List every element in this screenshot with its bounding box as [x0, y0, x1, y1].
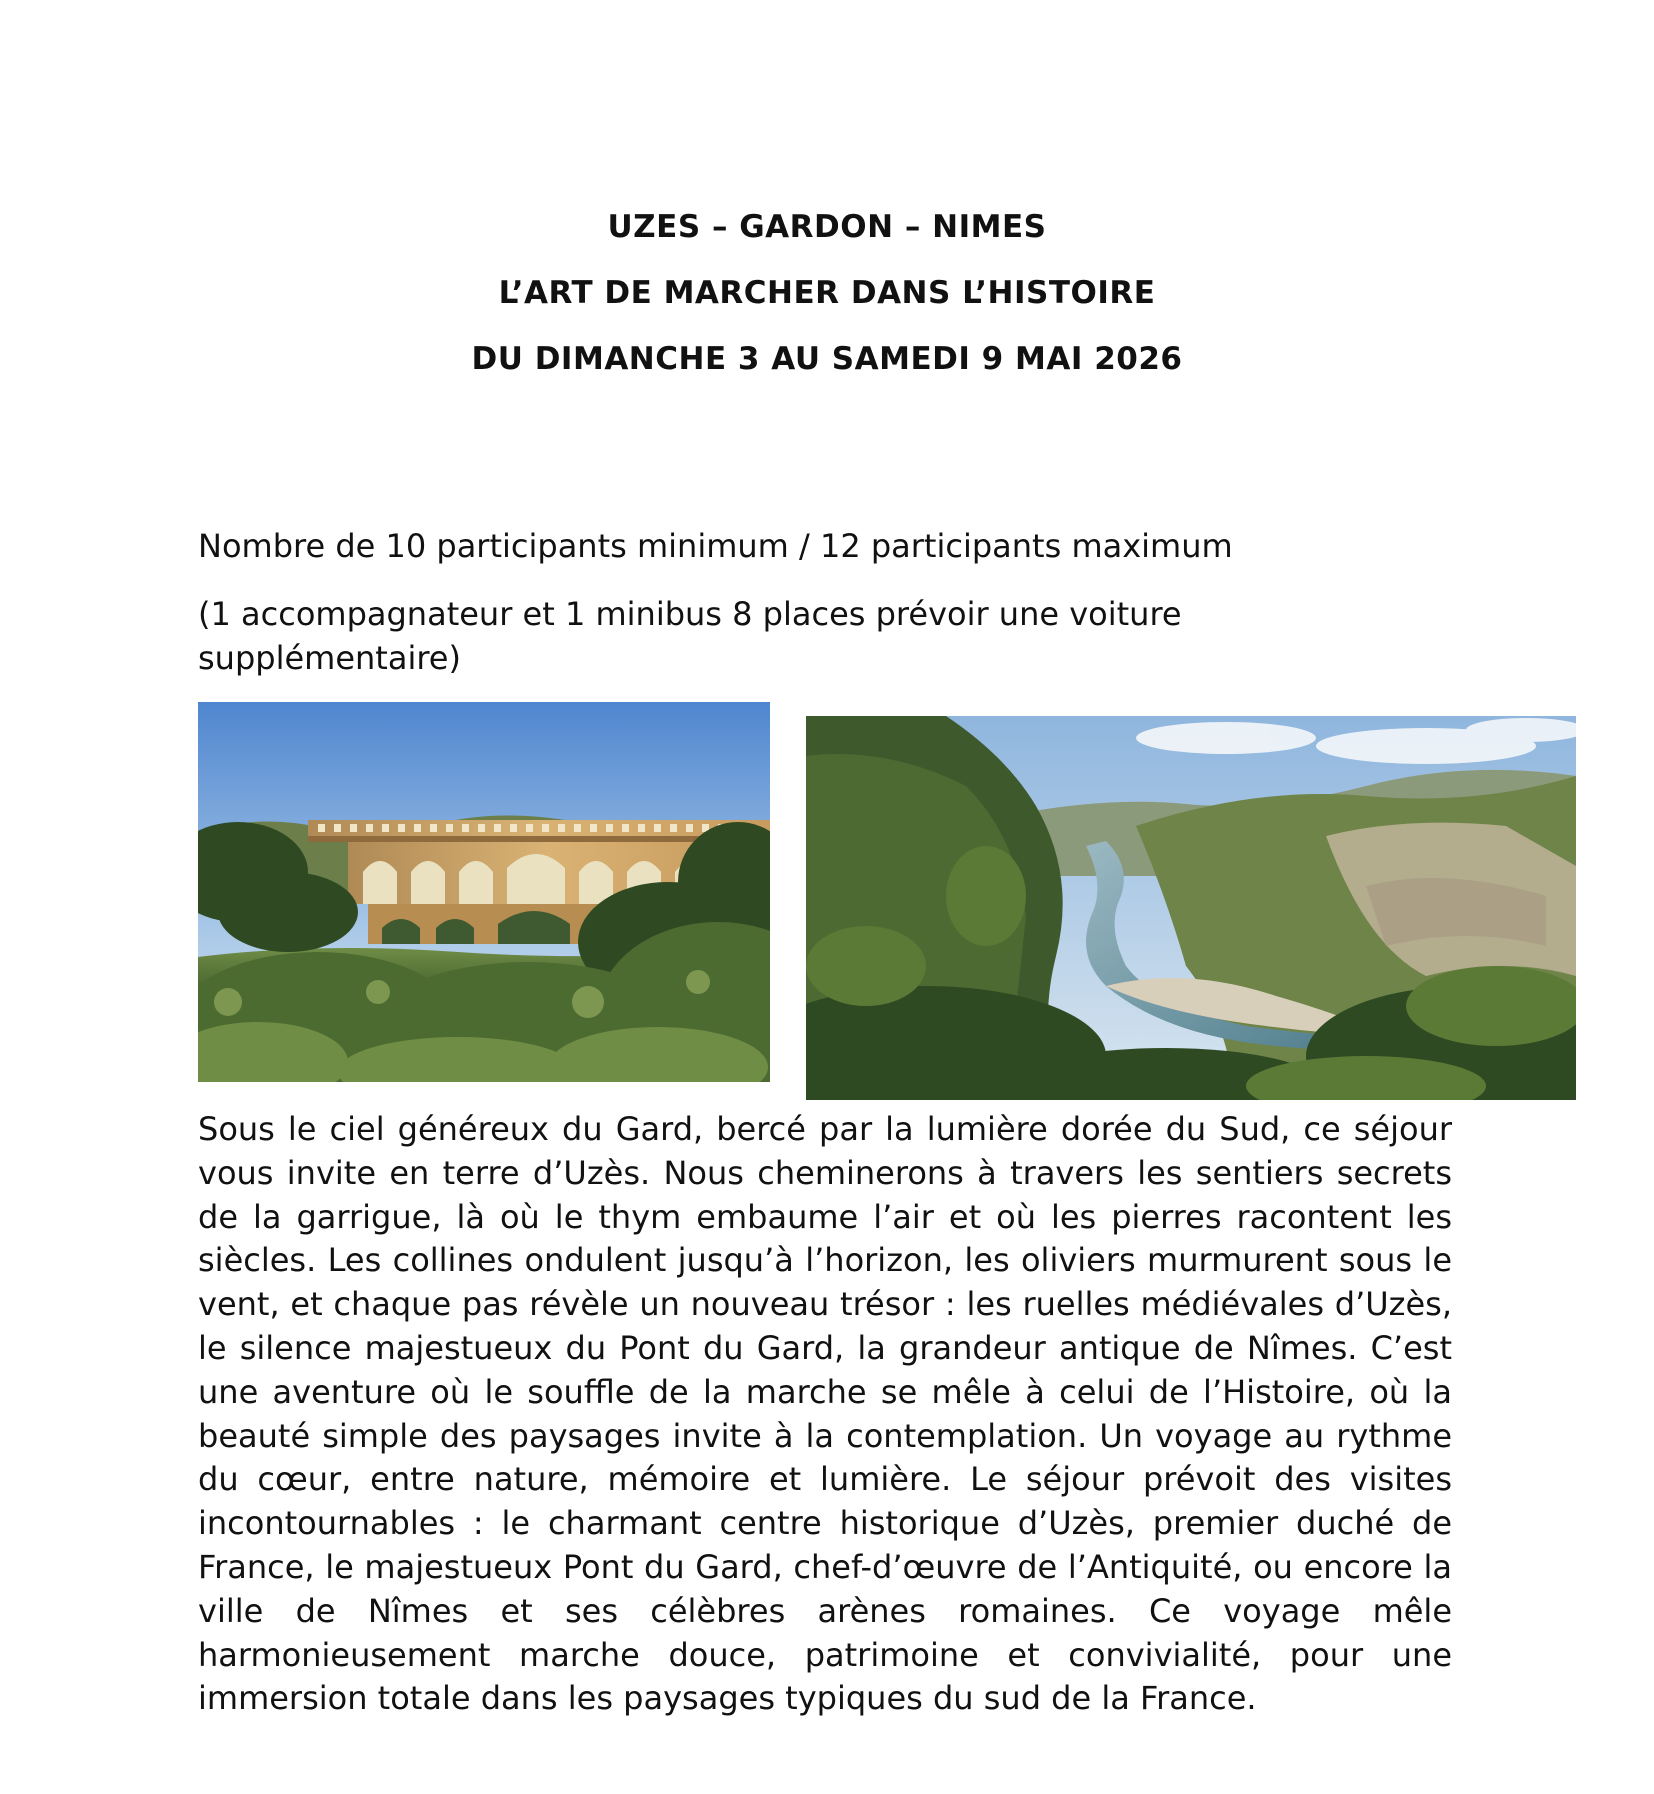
- title-dates: DU DIMANCHE 3 AU SAMEDI 9 MAI 2026: [471, 341, 1183, 377]
- transport-info: (1 accompagnateur et 1 minibus 8 places prévoir une voiture supplémentaire): [198, 595, 1182, 677]
- gardon-gorges-photo: [806, 716, 1576, 1100]
- pont-du-gard-photo: [198, 702, 770, 1082]
- document-header: [0, 194, 1654, 392]
- trip-description: Sous le ciel généreux du Gard, bercé par la lumière dorée du Sud, ce séjour vous invite en terre d’Uzès. Nous cheminerons à travers les sentiers secrets de la garrigue, là où le thym embaume l’air et où les pierres racontent les siècles. Les collines ondulent jusqu’à l’horizon, les oliviers murmurent sous le vent, et chaque pas révèle un nouveau trésor : les ruelles médiévales d’Uzès, le silence majestueux du Pont du Gard, la grandeur antique de Nîmes. C’est une aventure où le souffle de la marche se mêle à celui de l’Histoire, où la beauté simple des paysages invite à la contemplation. Un voyage au rythme du cœur, entre nature, mémoire et lumière. Le séjour prévoit des visites incontournables : le charmant centre historique d’Uzès, premier duché de France, le majestueux Pont du Gard, chef-d’œuvre de l’Antiquité, ou encore la ville de Nîmes et ses célèbres arènes romaines. Ce voyage mêle harmonieusement marche douce, patrimoine et convivialité, pour une immersion totale dans les paysages typiques du sud de la France.: [198, 1110, 1452, 1718]
- title-theme: L’ART DE MARCHER DANS L’HISTOIRE: [498, 275, 1156, 311]
- participants-info: Nombre de 10 participants minimum / 12 participants maximum: [198, 527, 1233, 565]
- title-route: UZES – GARDON – NIMES: [607, 209, 1047, 245]
